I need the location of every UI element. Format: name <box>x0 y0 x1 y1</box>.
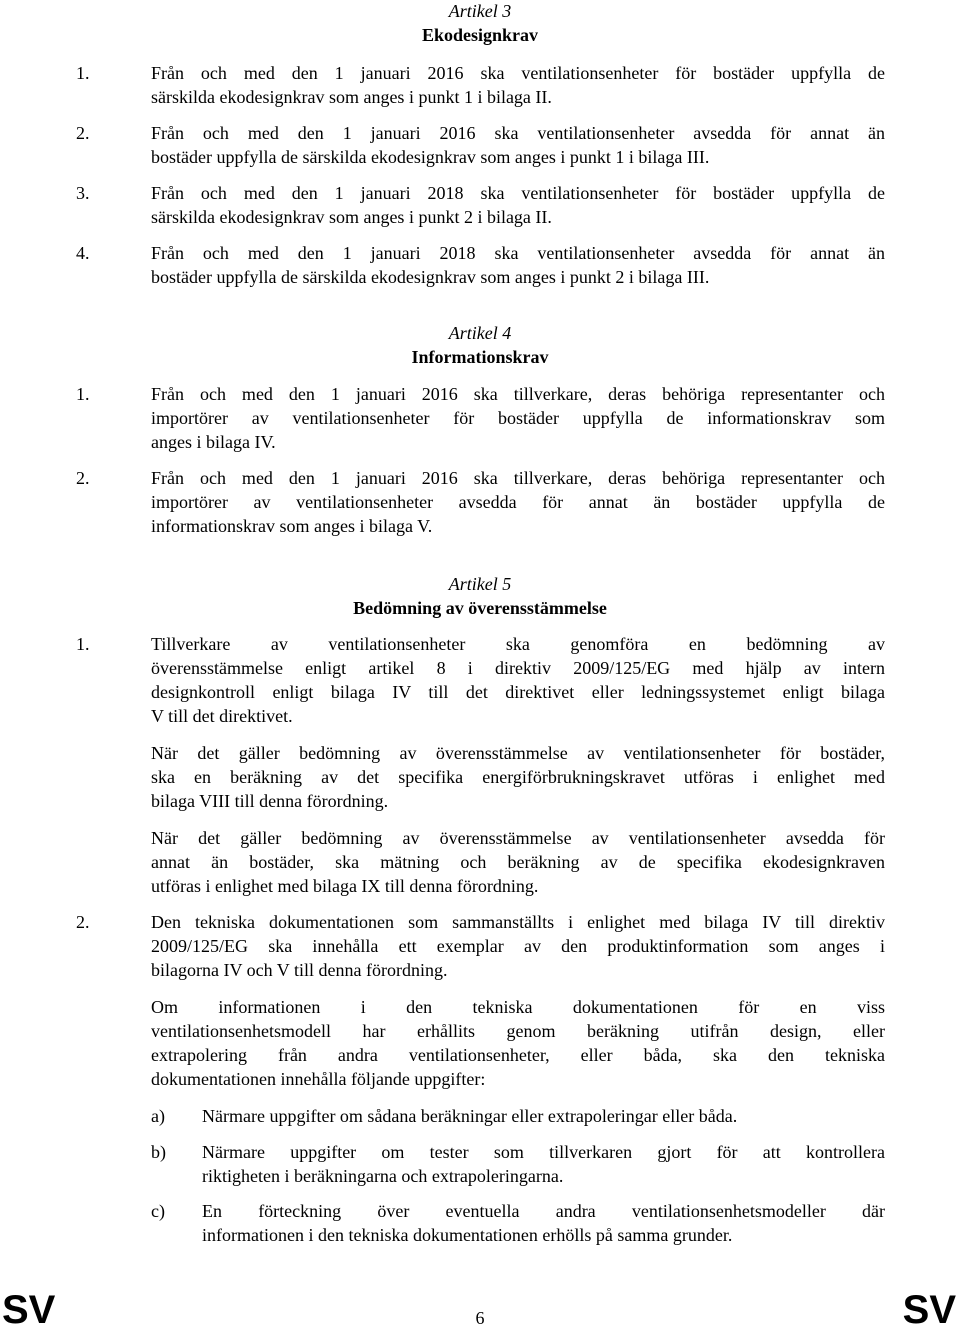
text-line: anges i bilaga IV. <box>151 432 276 452</box>
list-item <box>151 61 885 109</box>
sub-item <box>202 1104 885 1128</box>
text-line: Om informationen i den tekniska dokumentationen för en viss <box>151 997 885 1017</box>
text-line: V till det direktivet. <box>151 706 293 726</box>
text-line: När det gäller bedömning av överensstämmelse av ventilationsenheter för bostäder, <box>151 743 885 763</box>
list-number: 2. <box>76 123 90 143</box>
list-item <box>151 466 885 538</box>
text-line: Från och med den 1 januari 2018 ska ventilationsenheter för bostäder uppfylla de <box>151 183 885 203</box>
article-5-label: Artikel 5 <box>448 574 512 594</box>
text-line: utföras i enlighet med bilaga IX till denna förordning. <box>151 876 539 896</box>
list-number: 1. <box>76 634 90 654</box>
text-line: dokumentationen innehålla följande uppgifter: <box>151 1069 486 1089</box>
text-line: särskilda ekodesignkrav som anges i punkt 2 i bilaga II. <box>151 207 552 227</box>
text-line: ska en beräkning av det specifika energiförbrukningskravet utföras i enlighet med <box>151 767 885 787</box>
text-line: överensstämmelse enligt artikel 8 i direktiv 2009/125/EG med hjälp av intern <box>151 658 885 678</box>
text-line: Från och med den 1 januari 2016 ska tillverkare, deras behöriga representanter och <box>151 468 885 488</box>
list-number: 1. <box>76 63 90 83</box>
text-line: Närmare uppgifter om sådana beräkningar eller extrapoleringar eller båda. <box>202 1106 738 1126</box>
page-number: 6 <box>475 1308 485 1328</box>
article-3-label: Artikel 3 <box>448 1 512 21</box>
list-item <box>151 632 885 728</box>
paragraph <box>151 741 885 813</box>
sub-item <box>202 1140 885 1188</box>
text-line: bostäder uppfylla de särskilda ekodesignkrav som anges i punkt 1 i bilaga III. <box>151 147 710 167</box>
list-number: 1. <box>76 384 90 404</box>
list-item <box>151 241 885 289</box>
list-item <box>151 181 885 229</box>
article-5-title: Bedömning av överensstämmelse <box>353 598 607 618</box>
text-line: informationskrav som anges i bilaga V. <box>151 516 433 536</box>
article-4-title: Informationskrav <box>411 347 549 367</box>
text-line: En förteckning över eventuella andra ventilationsenhetsmodeller där <box>202 1201 885 1221</box>
text-line: Från och med den 1 januari 2016 ska ventilationsenheter avsedda för annat än <box>151 123 885 143</box>
list-number: 4. <box>76 243 90 263</box>
text-line: Från och med den 1 januari 2018 ska ventilationsenheter avsedda för annat än <box>151 243 885 263</box>
paragraph <box>151 826 885 898</box>
list-item <box>151 121 885 169</box>
text-line: Närmare uppgifter om tester som tillverkaren gjort för att kontrollera <box>202 1142 885 1162</box>
paragraph <box>151 995 885 1091</box>
text-line: extrapolering från andra ventilationsenheter, eller båda, ska den tekniska <box>151 1045 885 1065</box>
text-line: Från och med den 1 januari 2016 ska ventilationsenheter för bostäder uppfylla de <box>151 63 885 83</box>
article-3-title: Ekodesignkrav <box>421 25 539 45</box>
text-line: 2009/125/EG ska innehålla ett exemplar av den produktinformation som anges i <box>151 936 885 956</box>
sub-item <box>202 1199 885 1247</box>
text-line: bilagorna IV och V till denna förordning. <box>151 960 448 980</box>
sub-item-label: c) <box>151 1201 165 1221</box>
text-line: designkontroll enligt bilaga IV till det direktivet eller ledningssystemet enligt bilaga <box>151 682 885 702</box>
text-line: riktigheten i beräkningarna och extrapoleringarna. <box>202 1166 564 1186</box>
text-line: importörer av ventilationsenheter avsedda för annat än bostäder uppfylla de <box>151 492 885 512</box>
text-line: bostäder uppfylla de särskilda ekodesignkrav som anges i punkt 2 i bilaga III. <box>151 267 710 287</box>
text-line: bilaga VIII till denna förordning. <box>151 791 389 811</box>
list-number: 3. <box>76 183 90 203</box>
text-line: informationen i den tekniska dokumentationen erhölls på samma grunder. <box>202 1225 733 1245</box>
text-line: särskilda ekodesignkrav som anges i punkt 1 i bilaga II. <box>151 87 552 107</box>
language-code-left: SV <box>2 1288 56 1332</box>
text-line: När det gäller bedömning av överensstämmelse av ventilationsenheter avsedda för <box>151 828 885 848</box>
list-item <box>151 382 885 454</box>
text-line: ventilationsenhetsmodell har erhållits genom beräkning utifrån design, eller <box>151 1021 885 1041</box>
text-line: annat än bostäder, ska mätning och beräkning av de specifika ekodesignkraven <box>151 852 885 872</box>
text-line: Från och med den 1 januari 2016 ska tillverkare, deras behöriga representanter och <box>151 384 885 404</box>
list-number: 2. <box>76 468 90 488</box>
sub-item-label: b) <box>151 1142 166 1162</box>
text-line: Den tekniska dokumentationen som sammanställts i enlighet med bilaga IV till direktiv <box>151 912 885 932</box>
list-item <box>151 910 885 982</box>
article-4-label: Artikel 4 <box>448 323 512 343</box>
text-line: Tillverkare av ventilationsenheter ska genomföra en bedömning av <box>151 634 885 654</box>
language-code-right: SV <box>902 1288 956 1332</box>
text-line: importörer av ventilationsenheter för bostäder uppfylla de informationskrav som <box>151 408 885 428</box>
sub-item-label: a) <box>151 1106 165 1126</box>
list-number: 2. <box>76 912 90 932</box>
